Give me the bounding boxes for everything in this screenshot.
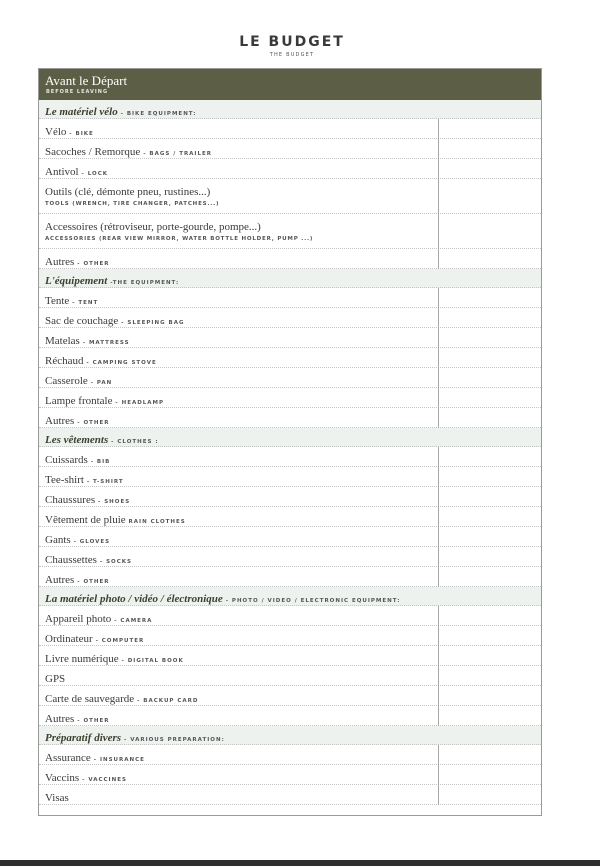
section-header xyxy=(39,587,541,606)
budget-row xyxy=(39,159,541,179)
section-label xyxy=(45,728,225,746)
section-translation: -THE EQUIPMENT: xyxy=(107,280,180,286)
row-label xyxy=(45,371,112,389)
item-translation: ACCESSORIES (REAR VIEW MIRROR, WATER BOTTLE HOLDER, PUMP ...) xyxy=(45,236,314,242)
section-header xyxy=(39,428,541,447)
item-name: Sac de couchage xyxy=(45,315,119,327)
sheet-header-subtitle: BEFORE LEAVING xyxy=(46,89,109,95)
budget-row xyxy=(39,214,541,249)
row-label xyxy=(45,411,109,429)
item-name: Tee-shirt xyxy=(45,474,84,486)
item-translation: - OTHER xyxy=(74,718,110,724)
amount-column-divider xyxy=(438,288,439,428)
row-label xyxy=(45,689,198,707)
page-subtitle: THE BUDGET xyxy=(269,52,315,58)
row-label xyxy=(45,217,313,242)
item-name: Gants xyxy=(45,534,71,546)
row-label xyxy=(45,788,69,806)
budget-row xyxy=(39,348,541,368)
item-translation: - BIB xyxy=(87,459,111,465)
item-name: Accessoires (rétroviseur, porte-gourde, pompe...) xyxy=(45,221,261,233)
item-translation: - CAMPING STOVE xyxy=(83,360,157,366)
item-name: Réchaud xyxy=(45,355,84,367)
row-label xyxy=(45,351,157,369)
item-translation: - INSURANCE xyxy=(90,757,145,763)
item-name: Cuissards xyxy=(45,454,88,466)
row-label xyxy=(45,669,65,687)
item-name: Sacoches / Remorque xyxy=(45,146,141,158)
item-name: GPS xyxy=(45,673,66,685)
budget-row xyxy=(39,249,541,269)
row-label xyxy=(45,142,212,160)
row-label xyxy=(45,470,124,488)
budget-row xyxy=(39,179,541,214)
amount-column-divider xyxy=(438,606,439,726)
item-translation: - SLEEPING BAG xyxy=(118,320,185,326)
row-label xyxy=(45,311,184,329)
section-translation: - VARIOUS PREPARATION: xyxy=(121,737,225,743)
row-label xyxy=(45,748,145,766)
section-header xyxy=(39,100,541,119)
item-translation: - TENT xyxy=(69,300,99,306)
section-title: Préparatif divers xyxy=(45,732,122,744)
item-name: Tente xyxy=(45,295,70,307)
row-label xyxy=(45,530,110,548)
page-title: LE BUDGET xyxy=(239,34,345,50)
section-translation: - CLOTHES : xyxy=(108,439,159,445)
section-label xyxy=(45,430,159,448)
row-label xyxy=(45,182,219,207)
item-name: Appareil photo xyxy=(45,613,112,625)
item-translation: - OTHER xyxy=(74,420,110,426)
budget-row xyxy=(39,288,541,308)
budget-row xyxy=(39,765,541,785)
row-label xyxy=(45,510,186,528)
item-translation: - VACCINES xyxy=(79,777,127,783)
budget-row xyxy=(39,388,541,408)
section-label xyxy=(45,271,179,289)
item-translation: - PAN xyxy=(87,380,113,386)
section-title: Le matériel vélo xyxy=(45,106,118,118)
section-title: La matériel photo / vidéo / électronique xyxy=(45,593,223,605)
item-translation: - DIGITAL BOOK xyxy=(118,658,184,664)
budget-row xyxy=(39,626,541,646)
section-translation: - PHOTO / VIDEO / ELECTRONIC EQUIPMENT: xyxy=(222,598,401,604)
amount-column-divider xyxy=(438,447,439,587)
budget-row xyxy=(39,368,541,388)
budget-row xyxy=(39,567,541,587)
item-name: Outils (clé, démonte pneu, rustines...) xyxy=(45,186,211,198)
budget-row xyxy=(39,547,541,567)
item-name: Chaussettes xyxy=(45,554,97,566)
item-name: Vélo xyxy=(45,126,67,138)
amount-column-divider xyxy=(438,745,439,805)
item-translation: - MATTRESS xyxy=(79,340,130,346)
item-name: Autres xyxy=(45,415,75,427)
item-translation: - COMPUTER xyxy=(92,638,145,644)
budget-row xyxy=(39,745,541,765)
row-label xyxy=(45,490,130,508)
sheet-header-title: Avant le Départ xyxy=(45,73,128,88)
row-label xyxy=(45,331,130,349)
item-name: Carte de sauvegarde xyxy=(45,693,135,705)
budget-row xyxy=(39,447,541,467)
section-title: Les vêtements xyxy=(45,434,109,446)
item-translation: - OTHER xyxy=(74,579,110,585)
item-name: Chaussures xyxy=(45,494,96,506)
section-label xyxy=(45,589,400,607)
row-label xyxy=(45,570,109,588)
row-label xyxy=(45,629,144,647)
budget-row xyxy=(39,308,541,328)
item-translation: - SOCKS xyxy=(96,559,132,565)
budget-row xyxy=(39,408,541,428)
row-label xyxy=(45,550,132,568)
section-header xyxy=(39,726,541,745)
bottom-bar xyxy=(0,860,600,866)
budget-row xyxy=(39,785,541,805)
item-name: Visas xyxy=(45,792,69,804)
item-translation: - T-SHIRT xyxy=(83,479,124,485)
item-name: Autres xyxy=(45,713,75,725)
amount-column-divider xyxy=(438,119,439,269)
row-label xyxy=(45,609,152,627)
item-name: Assurance xyxy=(45,752,91,764)
item-name: Antivol xyxy=(45,166,79,178)
item-translation: - HEADLAMP xyxy=(112,400,165,406)
row-label xyxy=(45,768,127,786)
item-translation: - OTHER xyxy=(74,261,110,267)
row-label xyxy=(45,162,108,180)
budget-row xyxy=(39,507,541,527)
section-translation: - BIKE EQUIPMENT: xyxy=(117,111,197,117)
section-header xyxy=(39,269,541,288)
item-translation: - BACKUP CARD xyxy=(134,698,199,704)
budget-row xyxy=(39,706,541,726)
item-translation: - SHOES xyxy=(95,499,131,505)
row-label xyxy=(45,252,109,270)
item-name: Matelas xyxy=(45,335,80,347)
budget-row xyxy=(39,527,541,547)
budget-row xyxy=(39,139,541,159)
item-translation: TOOLS (WRENCH, TIRE CHANGER, PATCHES...) xyxy=(45,201,220,207)
item-translation: - BIKE xyxy=(66,131,94,137)
item-translation: - GLOVES xyxy=(70,539,111,545)
budget-row xyxy=(39,328,541,348)
row-label xyxy=(45,450,110,468)
section-label xyxy=(45,102,196,120)
row-label xyxy=(45,391,164,409)
item-translation: - CAMERA xyxy=(111,618,153,624)
item-name: Lampe frontale xyxy=(45,395,113,407)
sheet-header xyxy=(39,69,541,100)
item-translation: - BAGS / TRAILER xyxy=(140,151,212,157)
item-name: Vaccins xyxy=(45,772,80,784)
item-translation: - LOCK xyxy=(78,171,109,177)
budget-sheet xyxy=(38,68,542,816)
row-label xyxy=(45,709,109,727)
section-title: L'équipement xyxy=(45,275,108,287)
budget-row xyxy=(39,487,541,507)
item-name: Autres xyxy=(45,256,75,268)
budget-row xyxy=(39,119,541,139)
budget-row xyxy=(39,646,541,666)
item-name: Autres xyxy=(45,574,75,586)
budget-row xyxy=(39,666,541,686)
item-name: Vêtement de pluie xyxy=(45,514,126,526)
budget-row xyxy=(39,606,541,626)
budget-row xyxy=(39,467,541,487)
row-label xyxy=(45,649,184,667)
item-name: Livre numérique xyxy=(45,653,119,665)
row-label xyxy=(45,122,94,140)
item-name: Ordinateur xyxy=(45,633,93,645)
item-translation: RAIN CLOTHES xyxy=(125,519,186,525)
item-name: Casserole xyxy=(45,375,88,387)
row-label xyxy=(45,291,98,309)
budget-row xyxy=(39,686,541,706)
